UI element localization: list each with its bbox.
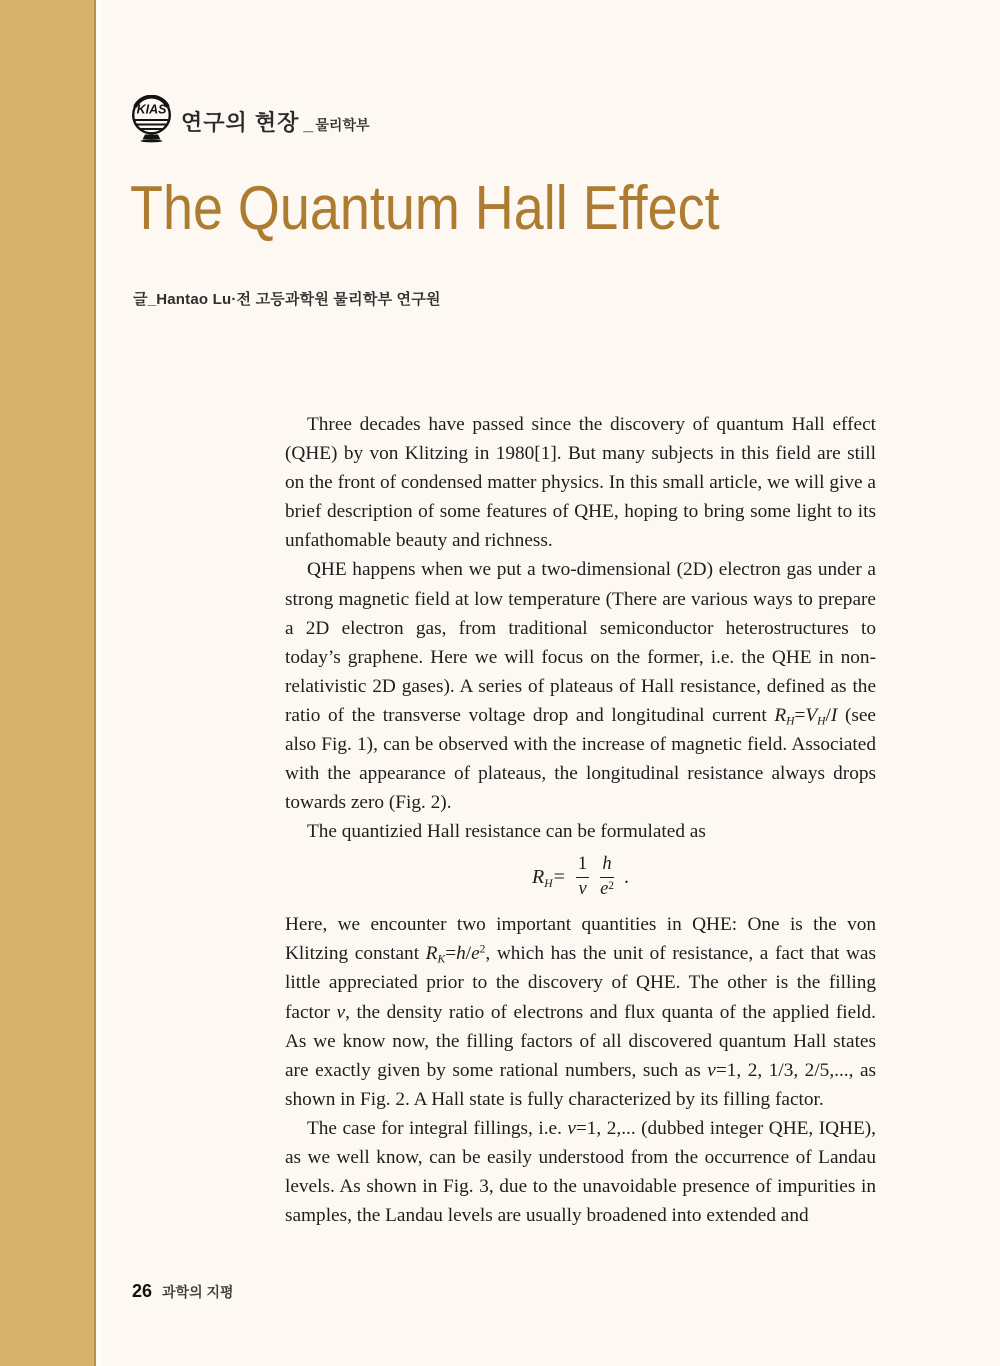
formula-period: . (623, 866, 629, 889)
hall-resistance-formula (285, 855, 876, 899)
masthead-text (181, 106, 370, 143)
masthead-department: 물리학부 (315, 117, 370, 133)
formula-lhs: $R_H$ (532, 866, 553, 891)
paragraph-1: Three decades have passed since the discovery of quantum Hall effect (QHE) by von Klitzing in 1980[1]. But many subjects in this field are still on the front of condensed matter physics. In this small article, we will give a brief description of some features of QHE, hoping to bring some light to its unfathomable beauty and richness. (285, 414, 876, 552)
kias-logo-icon (131, 95, 172, 143)
article-byline: 글_Hantao Lu·전 고등과학원 물리학부 연구원 (133, 291, 441, 308)
article-title: The Quantum Hall Effect (130, 174, 720, 243)
page-footer (132, 1281, 234, 1302)
paragraph-2: QHE happens when we put a two-dimensional (2D) electron gas under a strong magnetic field at low temperature (There are various ways to prepare a 2D electron gas, from traditional semiconductor heterostructures to today’s graphene. Here we will focus on the former, i.e. the QHE in non-relativistic 2D gases). A series of plateaus of Hall resistance, defined as the ratio of the transverse voltage drop and longitudinal current $R_H=V_H/I$ (see also Fig. 1), can be observed with the increase of magnetic field. Associated with the appearance of plateaus, the longitudinal resistance always drops towards zero (Fig. 2). (285, 559, 876, 814)
page-number: 26 (132, 1281, 153, 1301)
svg-text:KIAS: KIAS (136, 102, 167, 117)
equals-sign: = (553, 866, 565, 889)
article-body (285, 410, 876, 1230)
masthead-section-title: 연구의 현장 (181, 110, 300, 135)
journal-title: 과학의 지평 (162, 1284, 234, 1300)
masthead (131, 95, 370, 143)
paragraph-4: Here, we encounter two important quantities in QHE: One is the von Klitzing constant $R_K=h/e^2$, which has the unit of resistance, a fact that was little appreciated prior to the discovery of QHE. The other is the filling factor ν, the density ratio of electrons and flux quanta of the applied field. As we know now, the filling factors of all discovered quantum Hall states are exactly given by some rational numbers, such as ν=1, 2, 1/3, 2/5,..., as shown in Fig. 2. A Hall state is fully characterized by its filling factor. (285, 914, 877, 1110)
masthead-separator: _ (303, 114, 314, 134)
fraction-h-over-e-squared: $\frac{h}{e^2}$ (600, 854, 614, 899)
left-edge-band (0, 0, 96, 1366)
left-edge-band-gap (96, 0, 101, 1366)
paragraph-3: The quantizied Hall resistance can be formulated as (307, 821, 706, 843)
fraction-one-over-nu: $\frac{1}{\nu}$ (577, 854, 588, 899)
paragraph-5: The case for integral fillings, i.e. ν=1, 2,... (dubbed integer QHE, IQHE), as we well know, can be easily understood from the occurrence of Landau levels. As shown in Fig. 3, due to the unavoidable presence of impurities in samples, the Landau levels are usually broadened into extended and (285, 1117, 876, 1227)
